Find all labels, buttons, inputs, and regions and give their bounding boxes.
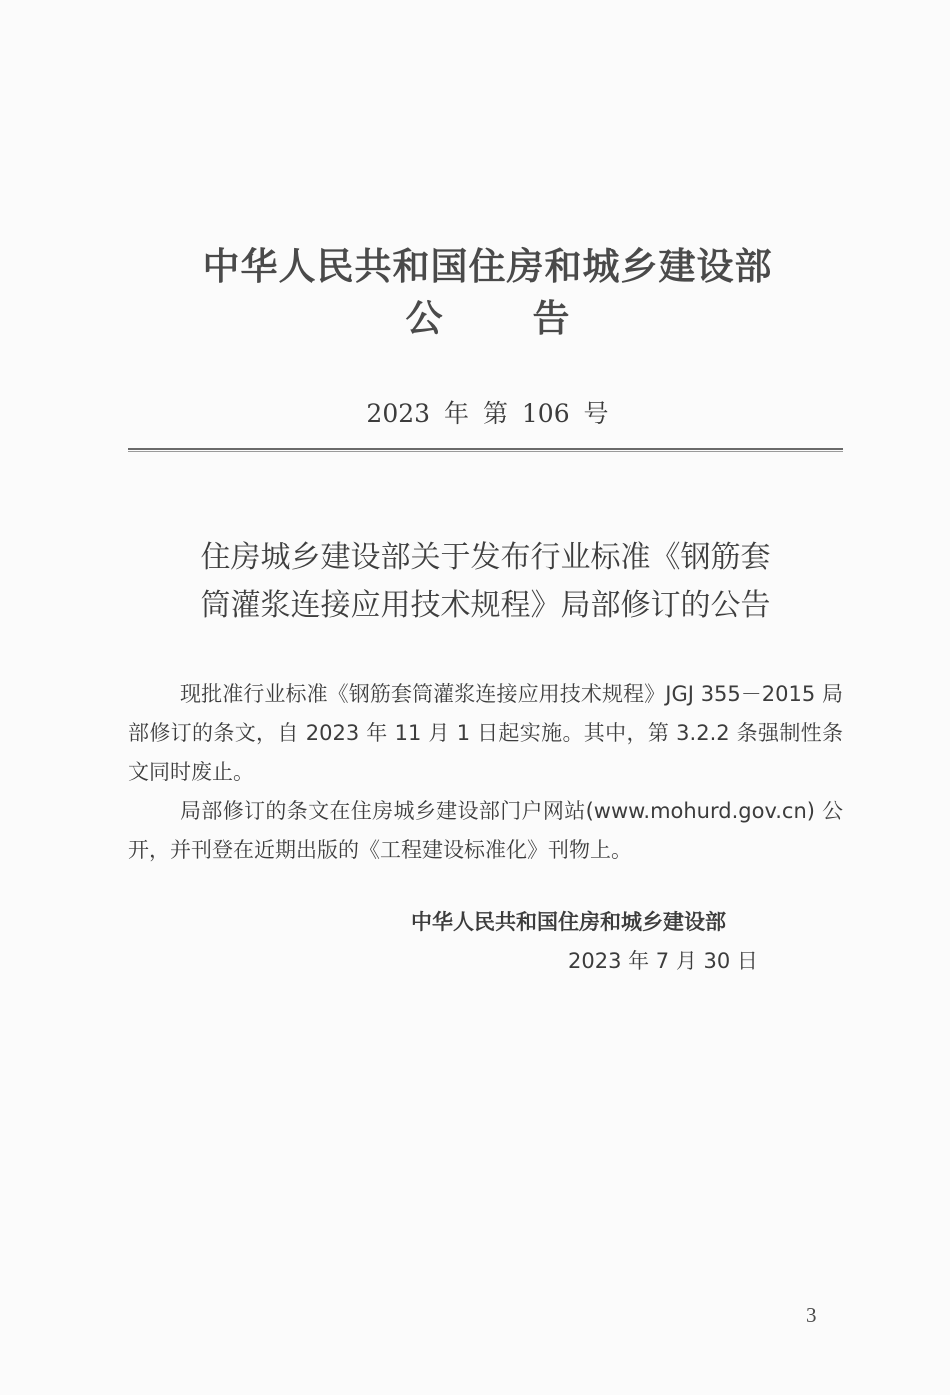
subject-line-1: 住房城乡建设部关于发布行业标准《钢筋套 — [200, 540, 771, 575]
header-divider — [128, 448, 843, 450]
page-number: 3 — [806, 1303, 817, 1327]
document-type-heading: 公告 — [405, 297, 660, 340]
signature-organization: 中华人民共和国住房和城乡建设部 — [411, 910, 726, 934]
announcement-subject — [128, 534, 843, 630]
issuing-organization-title: 中华人民共和国住房和城乡建设部 — [202, 245, 773, 288]
signature-date: 2023 年 7 月 30 日 — [568, 949, 758, 973]
body-paragraph-1: 现批准行业标准《钢筋套筒灌浆连接应用技术规程》JGJ 355－2015 局部修订的条文，自 2023 年 11 月 1 日起实施。其中，第 3.2.2 条强制性条文同时废止。 — [128, 682, 843, 784]
body-paragraph-2: 局部修订的条文在住房城乡建设部门户网站(www.mohurd.gov.cn) 公开，并刊登在近期出版的《工程建设标准化》刊物上。 — [128, 799, 843, 862]
subject-line-2: 筒灌浆连接应用技术规程》局部修订的公告 — [200, 588, 771, 623]
document-number: 2023 年 第 106 号 — [366, 399, 609, 428]
